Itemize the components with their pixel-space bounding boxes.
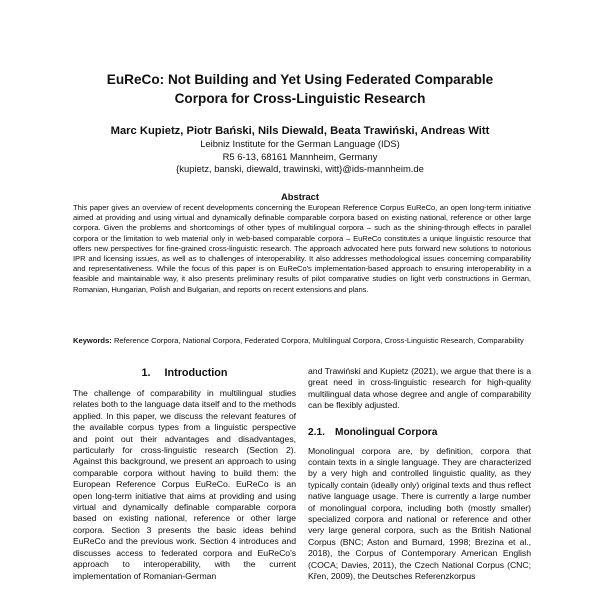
paper-title-line-2: Corpora for Cross-Linguistic Research xyxy=(174,91,426,106)
affiliation: Leibniz Institute for the German Language (IDS) xyxy=(200,138,400,149)
keywords xyxy=(73,336,531,346)
author-list: Marc Kupietz, Piotr Bański, Nils Diewald, Beata Trawiński, Andreas Witt xyxy=(110,125,490,137)
abstract-text: This paper gives an overview of recent developments concerning the European Reference Corpus EuReCo, an open long-term initiative aimed at providing and using virtual and dynamically definable comparable corpora based on existing national, reference or other large corpora. Given the problems and shortcomings of other types of multilingual corpora – such as the shining-through effects in parallel corpora or the limitation to web material only in web-based comparable corpora – EuReCo constitutes a unique linguistic resource that offers new perspectives for fine-grained cross-linguistic research. The approach advocated here puts forward new solutions to notorious IPR and licensing issues, as well as to challenges of interoperability. It also addresses methodological issues concerning comparability and representativeness. While the focus of this paper is on EuReCo's implementation-based approach to ensuring interoperability in a feasible and maintainable way, it also presents preliminary results of pilot comparative studies on light verb constructions in German, Romanian, Hungarian, Polish and Bulgarian, and reports on recent extensions and plans. xyxy=(73,203,531,294)
author-emails: {kupietz, banski, diewald, trawinski, witt}@ids-mannheim.de xyxy=(176,163,424,175)
paper-title xyxy=(40,70,560,108)
keywords-label: Keywords: xyxy=(73,336,112,345)
subsection-title: Monolingual Corpora xyxy=(335,426,438,438)
postal-address: R5 6-13, 68161 Mannheim, Germany xyxy=(222,150,378,162)
continued-paragraph: and Trawiński and Kupietz (2021), we argue that there is a great need in cross-linguistic research for high-quality multilingual data whose degree and angle of comparability can be flexibly adjusted. xyxy=(308,366,531,411)
keywords-text: Reference Corpora, National Corpora, Federated Corpora, Multilingual Corpora, Cross-Linguistic Research, Comparability xyxy=(111,336,524,345)
section-number: 1. xyxy=(141,367,151,379)
monolingual-paragraph: Monolingual corpora are, by definition, corpora that contain texts in a single language. They are characterized by a very high and controlled linguistic quality, as they typically contain (ideally only) original texts and thus reflect native language usage. There is currently a large number of monolingual corpora, including both (mostly smaller) specialized corpora and national or reference and other very large general corpora, such as the British National Corpus (BNC; Aston and Burnard, 1998; Brezina et al., 2018), the Corpus of Contemporary American English (COCA; Davies, 2011), the Czech National Corpus (CNC; Křen, 2009), the Deutsches Referenzkorpus xyxy=(308,445,531,582)
subsection-heading-monolingual xyxy=(308,426,531,439)
right-column xyxy=(308,366,531,583)
affiliation-block xyxy=(40,138,560,176)
section-title: Introduction xyxy=(164,367,228,379)
left-column xyxy=(73,366,296,582)
introduction-paragraph: The challenge of comparability in multilingual studies relates both to the language data itself and to the methods applied. In this paper, we discuss the relevant features of the available corpus types from a linguistic perspective and point out their advantages and disadvantages, particularly for cross-linguistic research (Section 2). Against this background, we present an approach to using comparable corpora without having to build them: the European Reference Corpus EuReCo. EuReCo is an open long-term initiative that aims at providing and using virtual and dynamically definable comparable corpora based on existing national, reference or other large corpora. Section 3 presents the basic ideas behind EuReCo and the previous work. Section 4 introduces and discusses access to federated corpora and EuReCo's approach to interoperability, with the current implementation of Romanian-German xyxy=(73,388,296,581)
section-heading-introduction xyxy=(73,366,296,380)
subsection-number: 2.1. xyxy=(308,426,325,438)
paper-title-line-1: EuReCo: Not Building and Yet Using Federated Comparable xyxy=(106,72,494,87)
abstract-heading: Abstract xyxy=(280,191,320,202)
